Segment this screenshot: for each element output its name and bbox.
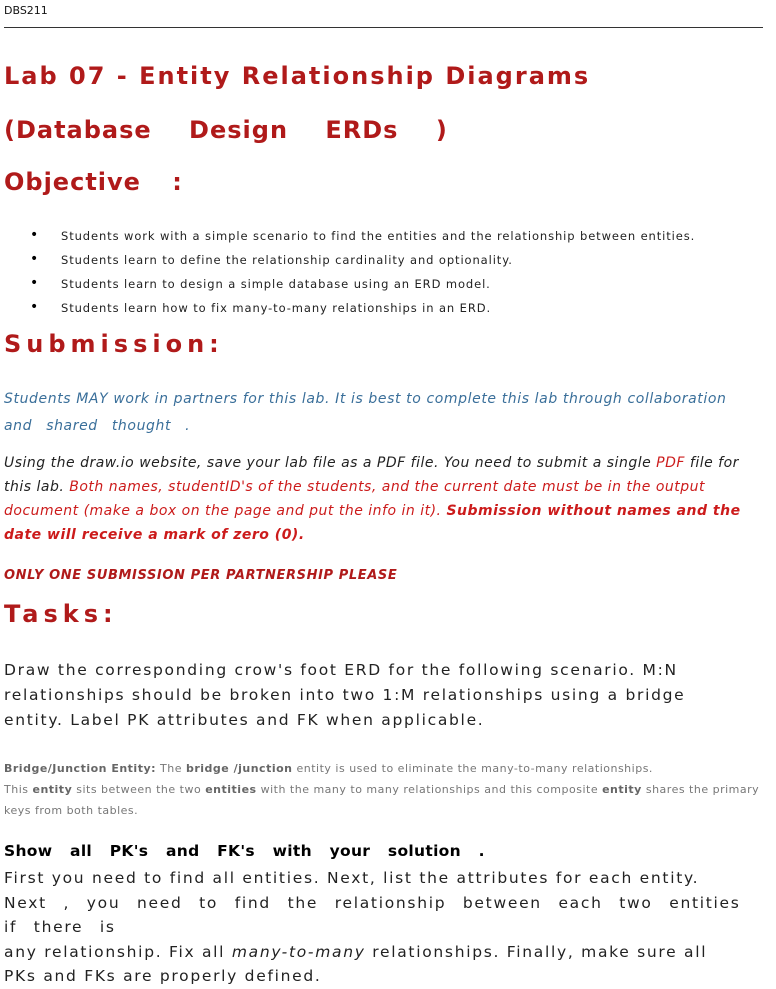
header-divider [4,27,763,28]
required-info-note: Both names, studentID's of the students, and the current date must be in the output document (make a box on the page and put the info in it). [4,479,705,519]
zero-mark-warning: Submission without names and the date will receive a mark of zero (0). [4,503,741,543]
tasks-heading: Tasks: [4,600,118,628]
one-submission-note: ONLY ONE SUBMISSION PER PARTNERSHIP PLEASE [4,568,398,583]
bridge-text: entity is used to eliminate the many-to-many relationships. [292,762,653,775]
instructions-text: Using the draw.io website, save your lab file as a PDF file. You need to submit a single [4,455,657,471]
course-code: DBS211 [4,4,48,17]
steps-text: relationships. Finally, make sure all [365,942,708,961]
objective-item: • Students learn to define the relationship cardinality and optionality. [0,250,695,274]
bridge-text: This [4,783,33,796]
scenario-paragraph: Draw the corresponding crow's foot ERD for the following scenario. M:N relationships should be broken into two 1:M relationships using a bridge entity. Label PK attributes and FK when applicable. [4,661,686,729]
steps-line: PKs and FKs are properly defined. [4,967,322,985]
bridge-term: entity [32,783,73,796]
bridge-term: bridge /junction [185,762,293,775]
instructions-text: file for this lab. [4,455,739,495]
bridge-text: sits between the two [72,783,206,796]
bridge-text: The [156,762,186,775]
partners-note-line: and shared thought . [4,418,191,434]
steps-text: any relationship. Fix all [4,942,232,961]
submission-heading: Submission: [4,330,224,358]
partners-note-line: Students MAY work in partners for this lab. It is best to complete this lab through collaboration [4,391,727,407]
show-keys-heading: Show all PK's and FK's with your solution . [4,842,485,860]
bridge-term: entities [205,783,257,796]
partners-note [4,386,764,440]
steps-line: Next , you need to find the relationship between each two entities if there is [4,893,741,936]
submission-instructions [4,451,769,547]
objectives-list [0,226,695,322]
objective-item: • Students work with a simple scenario to find the entities and the relationship between entities. [0,226,695,250]
objective-heading: Objective : [4,168,183,196]
bridge-text: with the many to many relationships and this composite [256,783,603,796]
lab-title: Lab 07 - Entity Relationship Diagrams [4,62,591,90]
many-to-many-term: many-to-many [231,942,366,961]
bridge-label: Bridge/Junction Entity: [4,762,157,775]
bridge-text: shares the primary keys from both tables. [4,783,760,817]
steps-line: First you need to find all entities. Next, list the attributes for each entity. [4,869,700,887]
pdf-keyword: PDF [656,455,685,471]
objective-item: • Students learn how to fix many-to-many relationships in an ERD. [0,298,695,322]
bridge-entity-note [4,758,764,821]
objective-item: • Students learn to design a simple database using an ERD model. [0,274,695,298]
lab-subtitle: (Database Design ERDs ) [4,116,448,144]
bridge-term: entity [602,783,642,796]
steps-line [4,940,746,965]
steps-paragraph [4,866,746,989]
